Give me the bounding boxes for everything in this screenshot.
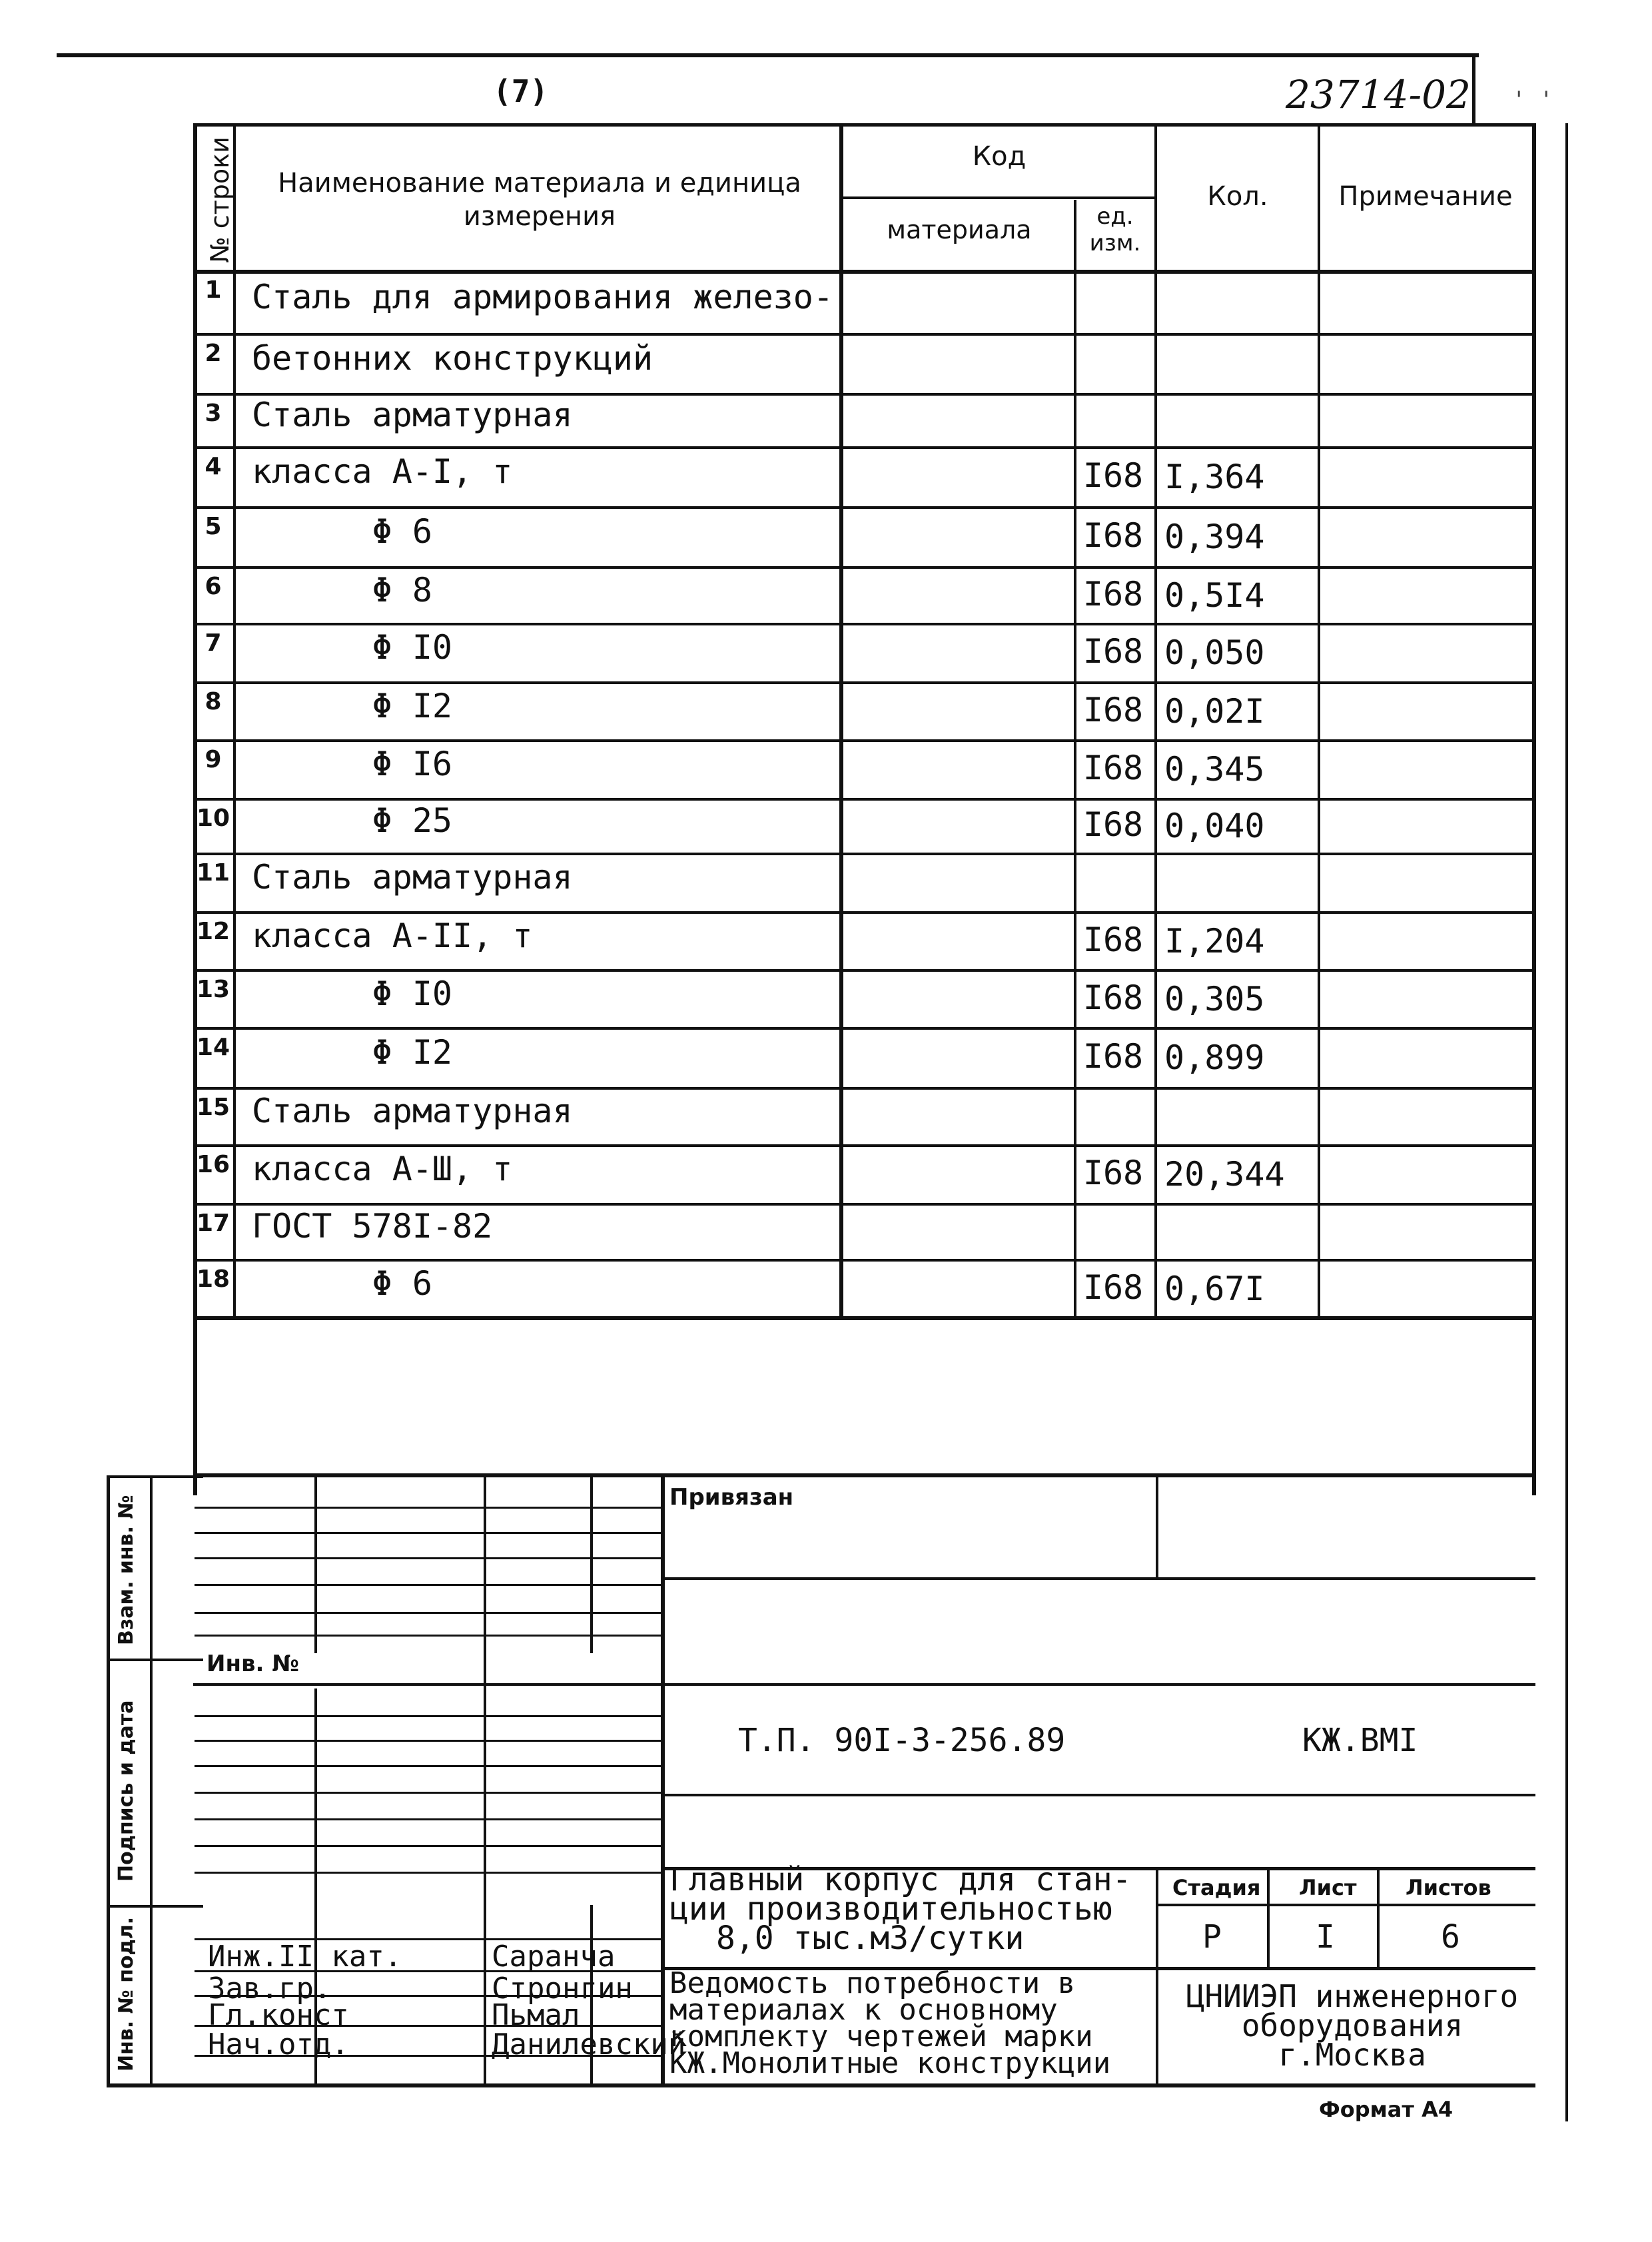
- privyazan-divider: [1156, 1473, 1158, 1580]
- corner-divider: [1472, 53, 1475, 127]
- unit-code: I68: [1082, 920, 1144, 959]
- material-name: Сталь для армирования железо-: [252, 277, 833, 316]
- quantity: 0,02I: [1164, 691, 1265, 731]
- row-number: 4: [205, 453, 222, 480]
- unit-code: I68: [1082, 749, 1144, 787]
- row-divider: [193, 969, 1535, 972]
- rev-col-4: [661, 1473, 665, 2085]
- unit-code: I68: [1082, 632, 1144, 671]
- signature-name: Пьмал: [492, 1998, 580, 2032]
- unit-code: I68: [1082, 690, 1144, 729]
- corner-mark: ' ': [1512, 87, 1553, 113]
- rev-col-3: [590, 1473, 593, 1653]
- quantity: 0,345: [1164, 750, 1265, 789]
- right-edge-line: [1565, 123, 1568, 2121]
- material-name: Φ I0: [252, 628, 453, 667]
- col-sep-material: [1074, 200, 1076, 1319]
- unit-code: I68: [1082, 978, 1144, 1017]
- inv-no-label: Инв. №: [206, 1651, 300, 1677]
- row-number: 2: [205, 340, 222, 367]
- row-number: 6: [205, 573, 222, 600]
- sheets-divider: [1377, 1867, 1380, 1967]
- sheet-title: Ведомость потребности в материалах к основному комплекту чертежей марки КЖ.Монолитные конструкции: [669, 1966, 1111, 2080]
- row-number: 15: [196, 1094, 230, 1121]
- sheet-value: I: [1316, 1918, 1335, 1956]
- row-divider: [193, 623, 1535, 625]
- row-divider: [193, 333, 1535, 336]
- col-sep-num: [233, 123, 236, 1319]
- code-subheader-line: [839, 196, 1156, 199]
- row-divider: [193, 911, 1535, 914]
- row-divider: [193, 853, 1535, 855]
- top-rule: [57, 53, 1479, 57]
- material-name: Φ I6: [252, 745, 453, 783]
- sheets-value: 6: [1441, 1918, 1460, 1956]
- quantity: I,364: [1164, 458, 1265, 496]
- revision-grid-line: [195, 1792, 661, 1794]
- quantity: 0,040: [1164, 807, 1265, 845]
- revision-grid-line: [195, 1818, 661, 1820]
- signature-role: Зав.гр.: [208, 1972, 332, 2006]
- signature-role: Нач.отд.: [208, 2028, 349, 2061]
- revision-grid-line: [195, 1845, 661, 1847]
- signature-name: Данилевский: [492, 2028, 686, 2061]
- material-name: бетонних конструкций: [252, 339, 653, 378]
- sheets-label: Листов: [1406, 1875, 1491, 1900]
- margin-sep-2: [107, 1905, 203, 1908]
- title-block-top: [193, 1473, 1535, 1477]
- table-top-border: [193, 123, 1535, 127]
- row-divider: [193, 1259, 1535, 1262]
- material-name: ГОСТ 578I-82: [252, 1207, 493, 1246]
- unit-code-header: ед. изм.: [1089, 203, 1141, 256]
- col-sep-unit: [1154, 123, 1157, 1319]
- row-divider: [193, 1027, 1535, 1030]
- podpis-data-label: Подпись и дата: [115, 1700, 138, 1882]
- inv-podl-label: Инв. № подл.: [115, 1916, 138, 2071]
- privyazan-label: Привязан: [669, 1484, 794, 1511]
- designation-bottom: [661, 1794, 1535, 1796]
- col-sep-qty: [1318, 123, 1320, 1319]
- row-number: 1: [205, 276, 222, 304]
- material-name: класса А-I, т: [252, 452, 513, 491]
- frame-right-border: [1532, 123, 1536, 1495]
- row-number: 14: [196, 1034, 230, 1061]
- margin-left-border: [107, 1475, 110, 2085]
- revision-grid-line: [195, 1715, 661, 1717]
- revision-grid-line: [195, 1532, 661, 1534]
- row-number: 18: [196, 1266, 230, 1293]
- row-number: 16: [196, 1151, 230, 1178]
- row-number: 3: [205, 400, 222, 427]
- row-divider: [193, 798, 1535, 801]
- sheet-divider: [1267, 1867, 1270, 1967]
- stage-header-line: [1156, 1904, 1535, 1906]
- inv-line: [193, 1683, 1535, 1686]
- revision-grid-line: [195, 1584, 661, 1586]
- material-code-header: материала: [887, 215, 1032, 244]
- row-divider: [193, 1087, 1535, 1090]
- signature-role: Гл.конст: [208, 1998, 349, 2032]
- designation: Т.П. 90I-3-256.89: [738, 1722, 1066, 1759]
- project-title: Главный корпус для стан- ции производительностью 8,0 тыс.м3/сутки: [669, 1861, 1132, 1957]
- quantity: 0,67I: [1164, 1270, 1265, 1308]
- quantity: 20,344: [1164, 1155, 1285, 1194]
- row-number: 17: [196, 1210, 230, 1237]
- signature-role: Инж.II кат.: [208, 1940, 402, 1974]
- revision-grid-line: [195, 1765, 661, 1767]
- material-name: Φ 25: [252, 801, 453, 840]
- margin-inner-line: [150, 1475, 153, 2085]
- unit-code: I68: [1082, 574, 1144, 613]
- row-divider: [193, 506, 1535, 509]
- col-sep-name: [839, 123, 843, 1319]
- stage-value: Р: [1202, 1918, 1222, 1956]
- quantity: 0,5I4: [1164, 575, 1265, 615]
- margin-top-line: [107, 1475, 203, 1478]
- row-number: 8: [205, 688, 222, 715]
- unit-code: I68: [1082, 456, 1144, 495]
- row-divider: [193, 1203, 1535, 1206]
- organization: ЦНИИЭП инженерного оборудования г.Москва: [1186, 1978, 1519, 2073]
- code-column-header: Код: [972, 141, 1027, 172]
- row-divider: [193, 446, 1535, 449]
- row-divider: [193, 566, 1535, 569]
- unit-code: I68: [1082, 805, 1144, 844]
- row-divider: [193, 739, 1535, 742]
- row-number: 13: [196, 976, 230, 1003]
- material-name: Φ I2: [252, 686, 453, 725]
- sheet-label: Лист: [1299, 1875, 1357, 1900]
- unit-code: I68: [1082, 516, 1144, 555]
- format-label: Формат А4: [1319, 2097, 1453, 2122]
- material-name: класса А-Ш, т: [252, 1150, 513, 1188]
- quantity: I,204: [1164, 921, 1265, 960]
- page-number: (7): [493, 73, 549, 109]
- row-number: 7: [205, 629, 222, 657]
- margin-sep-1: [107, 1659, 203, 1661]
- note-column-header: Примечание: [1338, 181, 1513, 212]
- revision-grid-line: [195, 1872, 661, 1874]
- row-number: 10: [196, 805, 230, 832]
- row-number: 5: [205, 513, 222, 540]
- quantity-column-header: Кол.: [1207, 181, 1268, 212]
- revision-grid-line: [195, 1612, 661, 1614]
- material-name: Сталь арматурная: [252, 858, 573, 897]
- revision-grid-line: [195, 1507, 661, 1509]
- unit-code: I68: [1082, 1037, 1144, 1076]
- unit-code: I68: [1082, 1154, 1144, 1192]
- material-name: класса А-II, т: [252, 916, 533, 955]
- quantity: 0,305: [1164, 979, 1265, 1018]
- revision-grid-line: [195, 1740, 661, 1742]
- row-number: 11: [196, 859, 230, 887]
- drawing-mark: КЖ.ВМI: [1302, 1722, 1418, 1759]
- title-block-bottom: [107, 2083, 1535, 2087]
- signature-name: Саранча: [492, 1940, 616, 1974]
- material-name: Φ 6: [252, 1264, 432, 1303]
- table-bottom-line: [193, 1316, 1535, 1320]
- material-name: Φ I2: [252, 1033, 453, 1072]
- material-name: Сталь арматурная: [252, 396, 573, 434]
- quantity: 0,394: [1164, 518, 1265, 556]
- unit-code: I68: [1082, 1268, 1144, 1307]
- quantity: 0,050: [1164, 633, 1265, 672]
- quantity: 0,899: [1164, 1038, 1265, 1077]
- row-number: 12: [196, 918, 230, 945]
- rev-col-2: [484, 1473, 486, 2085]
- header-bottom-line: [193, 270, 1535, 274]
- row-divider: [193, 1144, 1535, 1147]
- revision-grid-line: [195, 1557, 661, 1559]
- material-name: Φ I0: [252, 974, 453, 1013]
- document-code: 23714-02: [1286, 72, 1471, 117]
- material-name: Сталь арматурная: [252, 1092, 573, 1130]
- material-name: Φ 6: [252, 512, 432, 551]
- row-divider: [193, 681, 1535, 684]
- vzam-inv-label: Взам. инв. №: [115, 1495, 138, 1645]
- privyazan-bottom: [661, 1577, 1535, 1580]
- row-number: 9: [205, 746, 222, 773]
- material-name: Φ 8: [252, 570, 432, 609]
- row-number-header: № строки: [205, 137, 234, 263]
- signature-name: Стронгин: [492, 1972, 633, 2006]
- stage-divider: [1156, 1867, 1158, 2085]
- stage-label: Стадия: [1172, 1875, 1261, 1900]
- revision-grid-line: [195, 1635, 661, 1637]
- rev-col-1: [314, 1473, 317, 1653]
- name-column-header: Наименование материала и единица измерения: [278, 168, 801, 232]
